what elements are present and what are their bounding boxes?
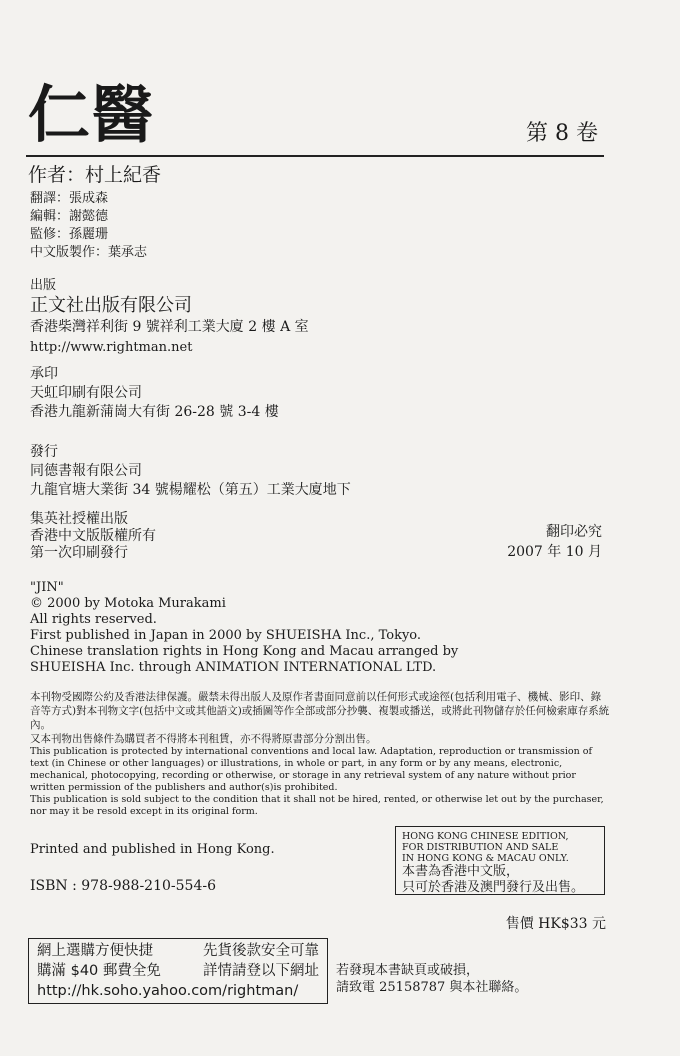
online-shop-box (28, 938, 328, 1004)
rights-line: 第一次印刷發行 (30, 545, 128, 561)
publication-date: 2007 年 10 月 (507, 544, 602, 560)
credit-production: 中文版製作：葉承志 (30, 245, 148, 260)
no-reprint-notice: 翻印必究 (546, 524, 602, 540)
publisher-label: 出版 (30, 278, 57, 293)
copyright-line: © 2000 by Motoka Murakami (30, 596, 226, 611)
title-divider (26, 155, 604, 157)
credit-translator: 翻譯：張成森 (30, 191, 109, 206)
promo-text: 先貨後款安全可靠 (203, 943, 319, 959)
defect-line: 請致電 25158787 與本社聯絡。 (336, 980, 528, 995)
copyright-line: All rights reserved. (30, 612, 157, 627)
printing-section (30, 365, 279, 422)
legal-paragraph-en: This publication is protected by international conventions and local law. Adaptation, reproduction or transmission of text (in Chinese or other languages) or illustrations, in whole or part, in any form or by any means, electronic, mechanical, photocopying, recording or otherwise, or storage in any retrieval system of any nature without prior written permission of the publishers and author(s)is prohibited. (30, 746, 592, 793)
price: 售價 HK$33 元 (505, 916, 606, 932)
hk-edition-box (395, 826, 605, 895)
rights-section (30, 511, 156, 562)
promo-text: 網上選購方便快捷 (37, 943, 153, 959)
credit-supervisor: 監修：孫麗珊 (30, 227, 109, 242)
publisher-name: 正文社出版有限公司 (30, 295, 192, 316)
distribution-section (30, 443, 351, 500)
author-line: 作者：村上紀香 (28, 164, 162, 186)
legal-paragraph-zh: 又本刊物出售條件為購買者不得將本刊租賃，亦不得將原書部分分割出售。 (30, 733, 377, 745)
legal-paragraph-zh: 本刊物受國際公約及香港法律保護。嚴禁未得出版人及原作者書面同意前以任何形式或途徑(包括利用電子、機械、影印、錄音等方式)對本刊物文字(包括中文或其他語文)或插圖等作全部或部分抄襲、複製或播送，或將此刊物儲存於任何檢索庫存系統內。 (30, 691, 610, 731)
english-copyright (30, 580, 458, 676)
rights-line: 香港中文版版權所有 (30, 528, 156, 544)
printing-name: 天虹印刷有限公司 (30, 385, 142, 401)
distribution-name: 同德書報有限公司 (30, 463, 142, 479)
credit-editor: 編輯：謝懿德 (30, 209, 109, 224)
publisher-url[interactable]: http://www.rightman.net (30, 340, 193, 355)
promo-row (37, 941, 319, 961)
promo-row (37, 961, 319, 981)
hk-edition-line: HONG KONG CHINESE EDITION, (402, 831, 569, 842)
hk-edition-zh-line: 本書為香港中文版， (402, 864, 520, 879)
hk-edition-line: IN HONG KONG & MACAU ONLY. (402, 853, 569, 864)
hk-edition-line: FOR DISTRIBUTION AND SALE (402, 842, 559, 853)
distribution-address: 九龍官塘大業街 34 號楊耀松（第五）工業大廈地下 (30, 482, 351, 498)
isbn: ISBN : 978-988-210-554-6 (30, 878, 216, 894)
volume-number: 第 8 卷 (526, 121, 598, 146)
printing-label: 承印 (30, 366, 58, 382)
legal-notice (30, 690, 610, 818)
printed-in: Printed and published in Hong Kong. (30, 842, 275, 857)
copyright-line: First published in Japan in 2000 by SHUEISHA Inc., Tokyo. (30, 628, 422, 643)
distribution-label: 發行 (30, 444, 58, 460)
promo-text: 購滿 $40 郵費全免 (37, 963, 161, 979)
defect-notice (336, 962, 527, 996)
promo-text: 詳情請登以下網址 (203, 963, 319, 979)
legal-paragraph-en: This publication is sold subject to the condition that it shall not be hired, rented, or otherwise let out by the purchaser, nor may it be resold except in its original form. (30, 794, 604, 817)
publisher-section (30, 277, 309, 359)
publisher-address: 香港柴灣祥利街 9 號祥利工業大廈 2 樓 A 室 (30, 319, 309, 335)
copyright-line: "JIN" (30, 580, 64, 595)
rights-line: 集英社授權出版 (30, 511, 128, 527)
defect-line: 若發現本書缺頁或破損， (336, 963, 480, 978)
printing-address: 香港九龍新蒲崗大有街 26-28 號 3-4 樓 (30, 404, 279, 420)
shop-url[interactable]: http://hk.soho.yahoo.com/rightman/ (37, 983, 299, 999)
copyright-line: SHUEISHA Inc. through ANIMATION INTERNATIONAL LTD. (30, 660, 437, 675)
hk-edition-zh-line: 只可於香港及澳門發行及出售。 (402, 880, 585, 895)
book-title: 仁醫 (28, 78, 155, 151)
copyright-line: Chinese translation rights in Hong Kong and Macau arranged by (30, 644, 459, 659)
credits-list (30, 190, 147, 262)
rights-notice (507, 522, 602, 562)
